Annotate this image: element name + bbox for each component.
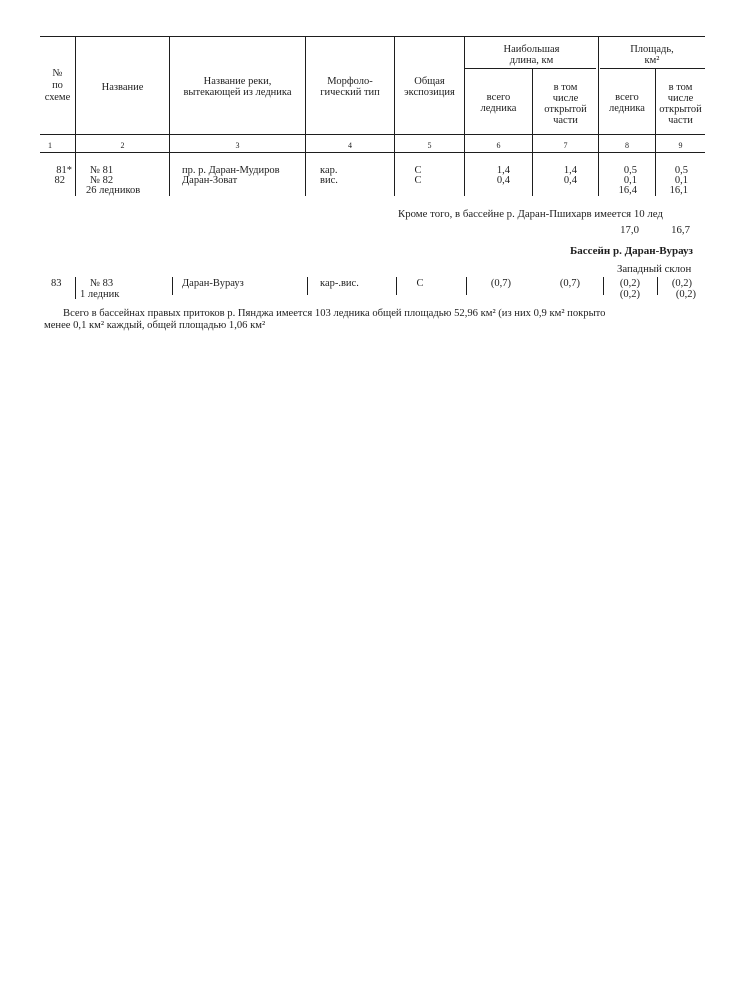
basin-title: Бассейн р. Даран-Вурауз xyxy=(570,245,693,257)
note-area-total: 17,0 xyxy=(620,224,639,236)
document-page: № по схеме Название Название реки, вытекающей из ледника Морфоло- гический тип Общая экспозиция Наибольшая длина, км Площадь, км² всего ледника в том числе открытой части всего ледника в том числе открытой части 1 2 3 4 5 6 7 8 9 81* № 81 пр. р. Даран-Мудиров кар. С 1,4 1,4 0,5 0,5 82 № 82 Даран-Зоват вис. С 0,4 0,4 0,1 0,1 26 ледников 16,4 16,1 Кроме того, в бассейне р. Даран-Пшихарв имеется 10 лед 17,0 16,7 Бассейн р. Даран-Вурауз Западный склон 83 № 83 1 ледник Даран-Вурауз кар-.вис. С (0,7) (0,7) (0,2) (0,2) (0,2) (0,2) Всего в бассейнах правых притоков р. Пянджа имеется 103 ледника общей площадью 52,96 км² (из них 0,9 км² покрыто менее 0,1 км² каждый, общей площадью 1,06 км² xyxy=(0,0,745,1000)
col-divider xyxy=(75,36,76,152)
cell-divider xyxy=(172,277,173,295)
colnum-bottom-rule xyxy=(40,152,705,153)
cell-divider xyxy=(307,277,308,295)
cell-divider xyxy=(75,277,76,299)
body-divider xyxy=(75,152,76,196)
body-divider xyxy=(305,152,306,196)
table-top-rule xyxy=(40,36,705,37)
note-pshikharv: Кроме того, в бассейне р. Даран-Пшихарв имеется 10 лед xyxy=(398,208,663,220)
header-bottom-rule xyxy=(40,134,705,135)
header-col2: Название xyxy=(101,82,144,93)
group-underline-area xyxy=(600,68,705,69)
footer-line-2: менее 0,1 км² каждый, общей площадью 1,06 км² xyxy=(44,320,266,331)
footer-line-1: Всего в бассейнах правых притоков р. Пянджа имеется 103 ледника общей площадью 52,96 км² (из них 0,9 км² покрыто xyxy=(63,308,606,319)
body-divider xyxy=(169,152,170,196)
group-underline-length xyxy=(464,68,596,69)
note-area-open: 16,7 xyxy=(671,224,690,236)
slope-title: Западный склон xyxy=(617,263,692,275)
